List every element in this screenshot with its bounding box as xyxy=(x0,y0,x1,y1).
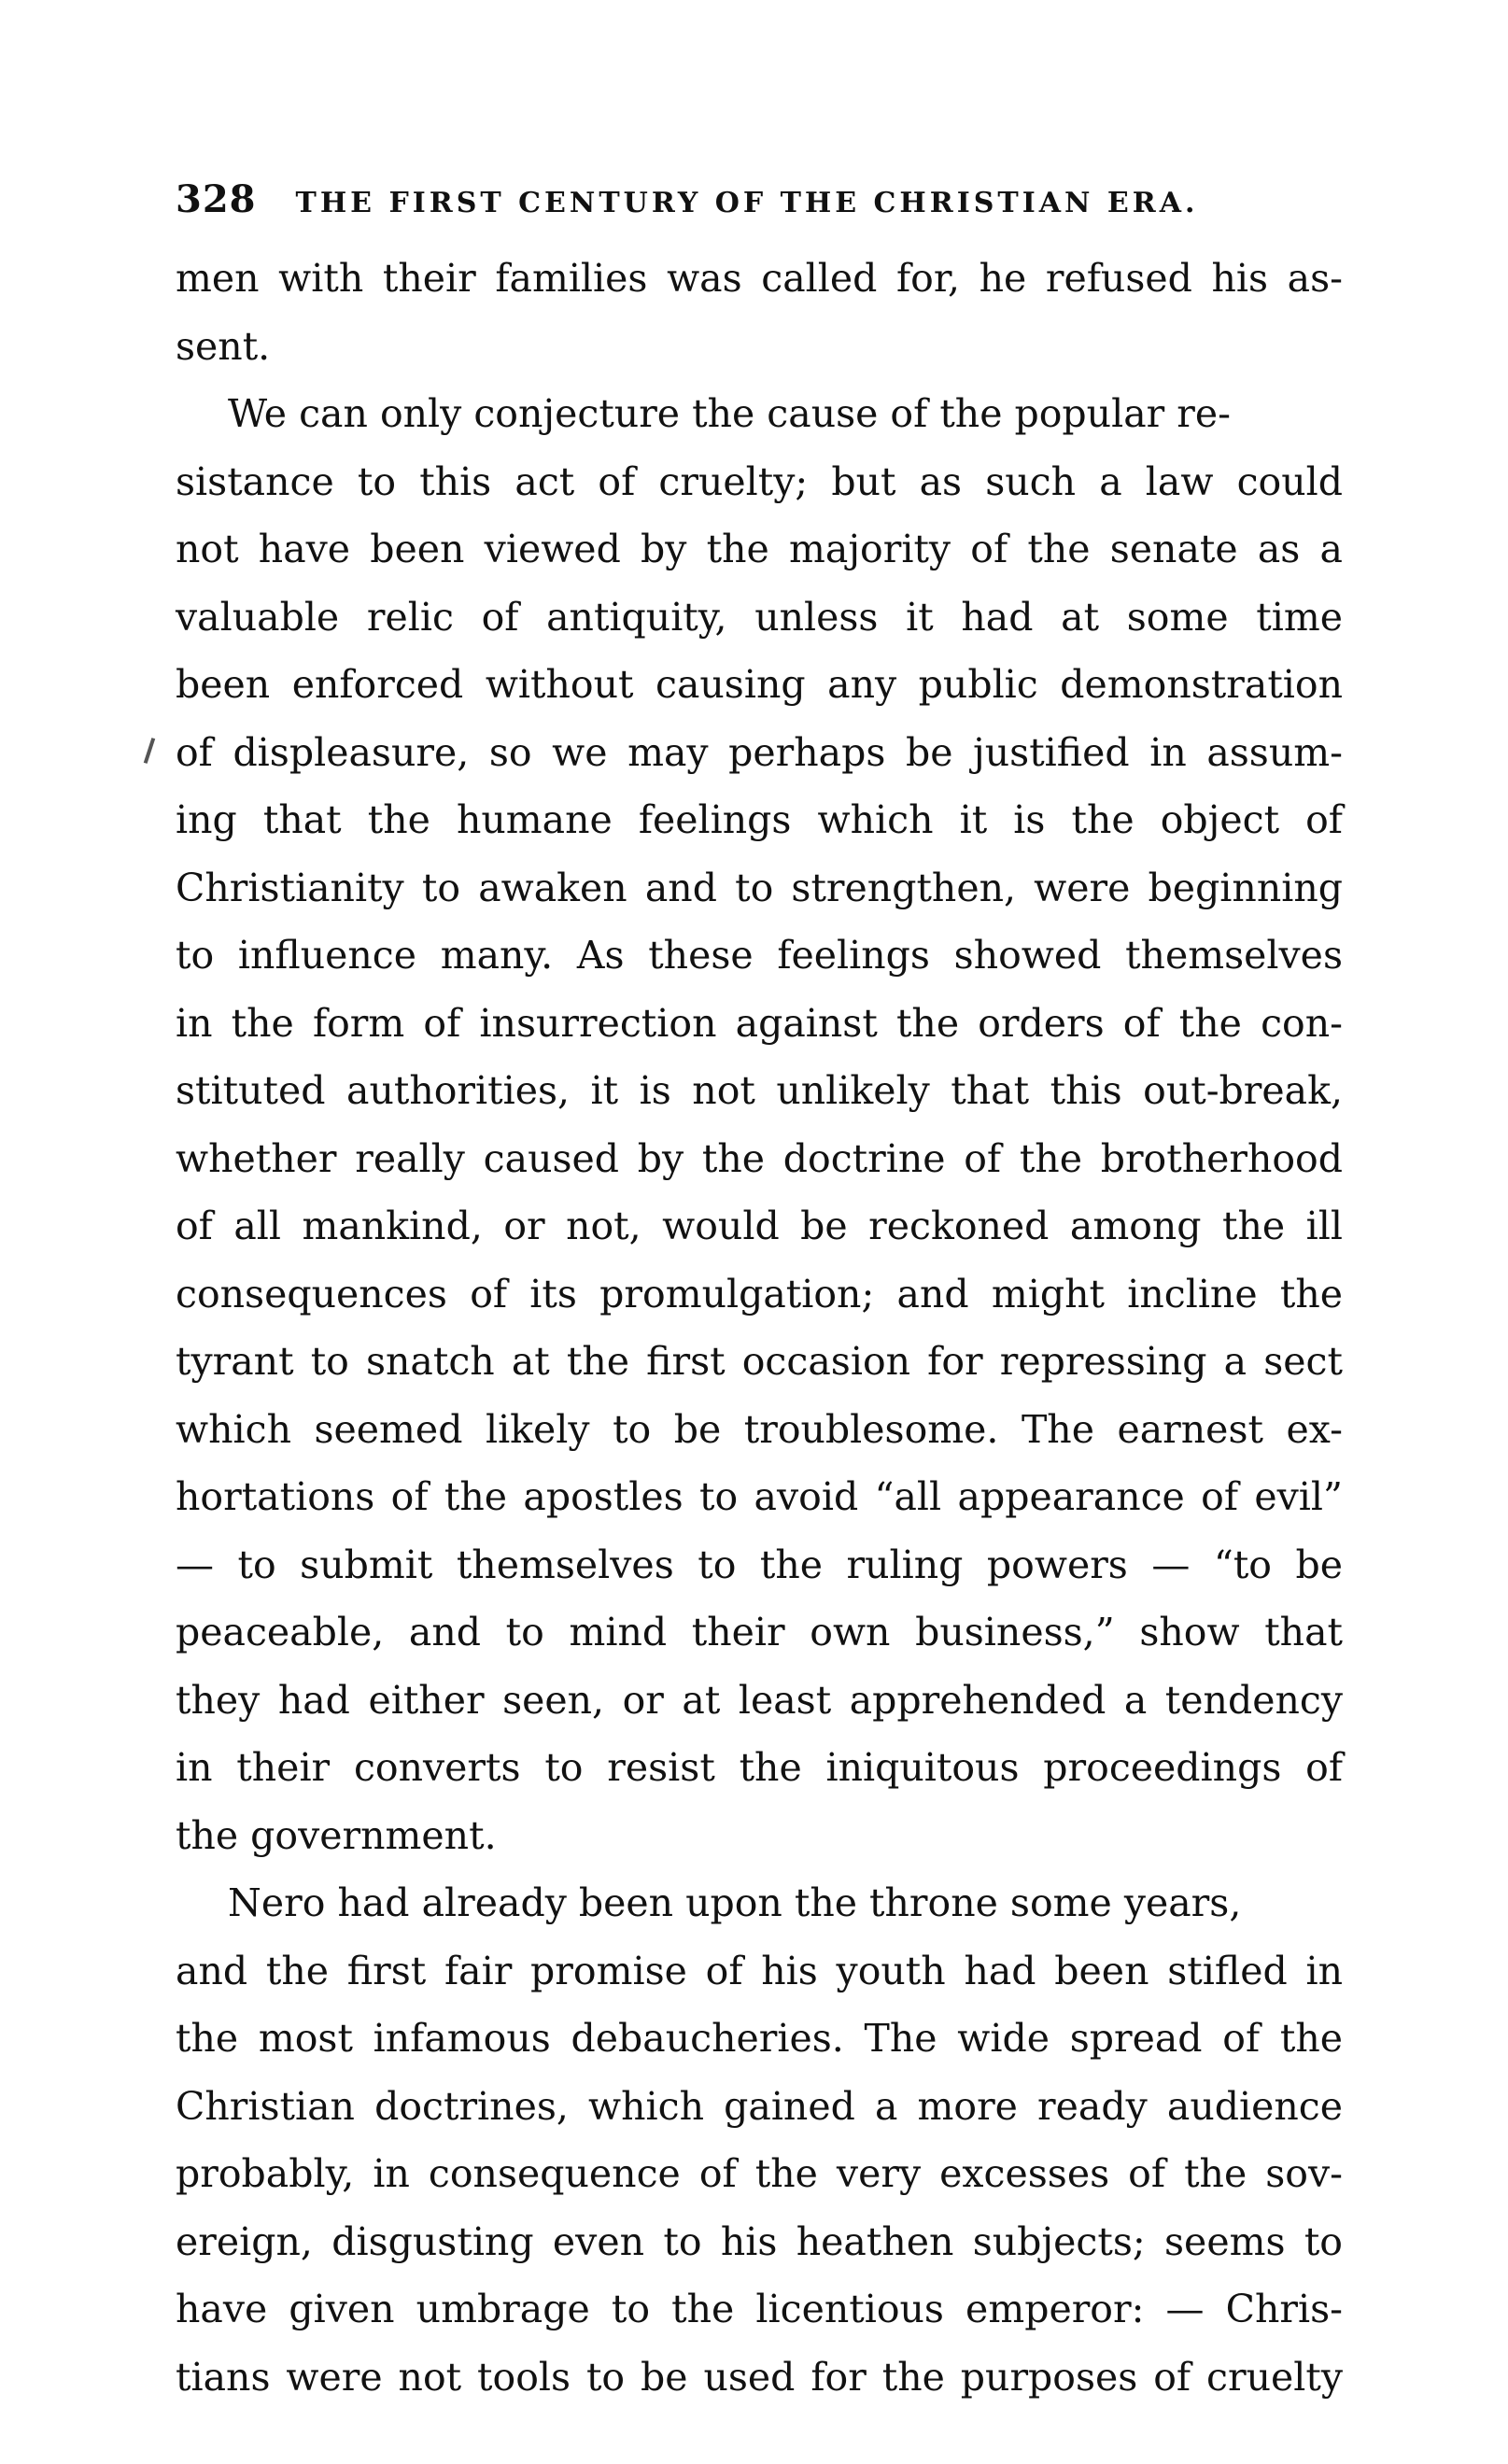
text-line: probably, in consequence of the very excesses of the sov- xyxy=(176,2151,1343,2196)
text-line: Nero had already been upon the throne some years, xyxy=(228,1880,1242,1925)
text-line: and the first fair promise of his youth had been stifled in xyxy=(176,1948,1343,1993)
text-line: sistance to this act of cruelty; but as such a law could xyxy=(176,458,1343,504)
text-line: — to submit themselves to the ruling powers — “to be xyxy=(176,1542,1343,1587)
running-title: THE FIRST CENTURY OF THE CHRISTIAN ERA. xyxy=(295,187,1199,219)
text-line: valuable relic of antiquity, unless it had at some time xyxy=(176,594,1343,640)
text-line: tians were not tools to be used for the purposes of cruelty xyxy=(176,2354,1343,2400)
text-line: ing that the humane feelings which it is the object of xyxy=(176,797,1343,842)
text-line: stituted authorities, it is not unlikely that this out-break, xyxy=(176,1068,1343,1113)
text-line: men with their families was called for, he refused his as- xyxy=(176,256,1343,301)
text-line: of displeasure, so we may perhaps be justified in assum- xyxy=(176,729,1343,775)
text-line: to influence many. As these feelings showed themselves xyxy=(176,933,1343,978)
text-line: Christianity to awaken and to strengthen, were beginning xyxy=(176,865,1343,910)
text-line: been enforced without causing any public demonstration xyxy=(176,662,1343,707)
text-line: in the form of insurrection against the orders of the con- xyxy=(176,1000,1343,1046)
running-head xyxy=(176,177,1343,233)
text-line: tyrant to snatch at the first occasion for repressing a sect xyxy=(176,1339,1343,1384)
text-line: the government. xyxy=(176,1812,497,1858)
text-line: ereign, disgusting even to his heathen subjects; seems to xyxy=(176,2218,1343,2264)
body-text xyxy=(176,245,1343,2411)
page-number: 328 xyxy=(176,177,257,221)
text-line: sent. xyxy=(176,323,271,369)
margin-pencil-mark xyxy=(144,738,155,764)
text-line: peaceable, and to mind their own business,” show that xyxy=(176,1610,1343,1654)
text-line: the most infamous debaucheries. The wide spread of the xyxy=(176,2016,1343,2061)
text-line: not have been viewed by the majority of the senate as a xyxy=(176,527,1343,571)
text-line: have given umbrage to the licentious emperor: — Chris- xyxy=(176,2287,1343,2331)
text-line: Christian doctrines, which gained a more ready audience xyxy=(176,2083,1343,2129)
text-line: of all mankind, or not, would be reckoned among the ill xyxy=(176,1204,1343,1248)
text-line: hortations of the apostles to avoid “all appearance of evil” xyxy=(176,1474,1343,1519)
text-line: which seemed likely to be troublesome. The earnest ex- xyxy=(176,1406,1343,1452)
text-line: whether really caused by the doctrine of the brotherhood xyxy=(176,1135,1343,1181)
text-line: consequences of its promulgation; and might incline the xyxy=(176,1271,1343,1316)
text-line: in their converts to resist the iniquitous proceedings of xyxy=(176,1745,1343,1790)
text-line: We can only conjecture the cause of the popular re- xyxy=(228,391,1231,436)
text-line: they had either seen, or at least apprehended a tendency xyxy=(176,1677,1343,1723)
